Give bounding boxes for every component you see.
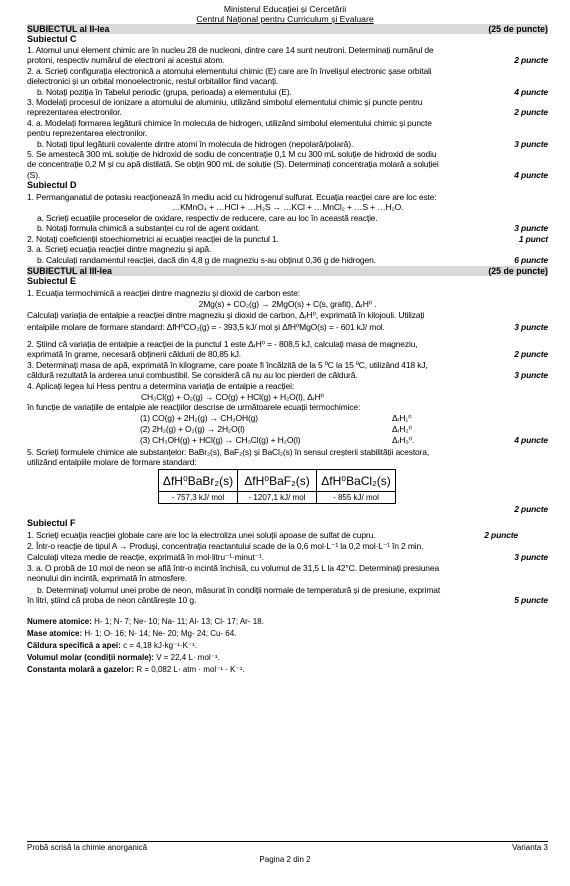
e-line: căldură rezultată la arderea unui combustibil. Se consideră că nu au loc pierderi de căldură. 3 puncte	[27, 370, 548, 380]
points-label: 3 puncte	[514, 370, 548, 380]
c-line: 5. Se amestecă 300 mL soluție de hidroxid de sodiu de concentrație 0,1 M cu 300 mL soluție de hidroxid de sodiu	[27, 149, 437, 159]
section-3-points: (25 de puncte)	[488, 266, 548, 276]
points-label: 2 puncte	[514, 107, 548, 117]
section-2-bar	[27, 24, 548, 34]
enthalpy-table	[158, 469, 396, 504]
constant-line: Volumul molar (condiții normale): V = 22,4 L· mol⁻¹.	[27, 653, 220, 662]
d-equation: …KMnO₄ + …HCl + …H₂S → …KCl + …MnCl₂ + …S + …H₂O.	[171, 202, 404, 212]
points-label: 6 puncte	[514, 255, 548, 265]
e-line: Calculați variația de entalpie a reacției dintre magneziu și dioxid de carbon, ΔᵣH⁰, exprimată în kilojouli. Utilizați	[27, 310, 425, 320]
points-label: 2 puncte	[514, 504, 548, 514]
e-reaction-3: (3) CH₃OH(g) + HCl(g) → CH₃Cl(g) + H₂O(l)	[140, 435, 301, 445]
e-dh-2: ΔᵣH₂⁰	[392, 424, 412, 434]
e-line: utilizând entalpiile molare de formare standard:	[27, 457, 197, 467]
constant-line: Constanta molară a gazelor: R = 0,082 L· atm · mol⁻¹ · K⁻¹.	[27, 665, 245, 674]
table-header-baf2: ΔfH⁰BaF₂(s)	[238, 470, 317, 492]
e-line: 2. Știind că variația de entalpie a reacției de la punctul 1 este ΔᵣH⁰ = - 808,5 kJ, calculați masa de magneziu,	[27, 339, 418, 349]
f-line: Calculați viteza medie de reacție, exprimată în mol·litru⁻¹·minut⁻¹. 3 puncte	[27, 552, 548, 562]
d-line: b. Notați formula chimică a substanței cu rol de agent oxidant. 3 puncte	[37, 223, 548, 233]
subject-e-title: Subiectul E	[27, 276, 77, 286]
e-line: în funcție de variațiile de entalpie ale reacțiilor descrise de următoarele ecuații termochimice:	[27, 402, 361, 412]
e-line: 3. Determinați masa de apă, exprimată în kilograme, care poate fi încălzită de la 5 ºC la 15 ºC, utilizând 418 kJ,	[27, 360, 428, 370]
points-label: 1 punct	[518, 234, 548, 244]
points-label: 3 puncte	[514, 223, 548, 233]
d-line: a. Scrieți ecuațiile proceselor de oxidare, respectiv de reducere, care au loc în această reacție.	[37, 213, 378, 223]
c-line: dielectronici și un orbital monoelectronic, restul orbitalilor fiind vacanți.	[27, 76, 279, 86]
e-line: 5. Scrieți formulele chimice ale substanțelor: BaBr₂(s), BaF₂(s) și BaCl₂(s) în sensul creșterii stabilității acestora,	[27, 447, 430, 457]
points-label: 2 puncte	[514, 55, 548, 65]
table-value-baf2: - 1207,1 kJ/ mol	[238, 492, 317, 504]
c-line: 1. Atomul unui element chimic are în nucleu 28 de nucleoni, dintre care 14 sunt neutroni. Determinați numărul de	[27, 45, 434, 55]
e-line: 1. Ecuația termochimică a reacției dintre magneziu și dioxid de carbon este:	[27, 288, 301, 298]
e-line: 4. Aplicați legea lui Hess pentru a determina variația de entalpie a reacției:	[27, 381, 295, 391]
subject-f-title: Subiectul F	[27, 518, 76, 528]
c-line: b. Notați poziția în Tabelul periodic (grupa, perioada) a elementului (E). 4 puncte	[37, 87, 548, 97]
d-line: 3. a. Scrieți ecuația reacției dintre magneziu și apă.	[27, 244, 212, 254]
c-line: reprezentarea electronilor. 2 puncte	[27, 107, 548, 117]
table-header-bacl2: ΔfH⁰BaCl₂(s)	[317, 470, 396, 492]
section-3-title: SUBIECTUL al III-lea	[27, 266, 112, 276]
points-label: 4 puncte	[514, 87, 548, 97]
c-line: 2. a. Scrieți configurația electronică a atomului elementului chimic (E) care are în învelișul electronic șase orbitali	[27, 66, 432, 76]
points-label: 3 puncte	[514, 139, 548, 149]
table-value-babr2: - 757,3 kJ/ mol	[159, 492, 238, 504]
d-line: 1. Permanganatul de potasiu reacționează în mediu acid cu hidrogenul sulfurat. Ecuația reacției care are loc este:	[27, 192, 437, 202]
c-line: de concentrație 0,2 M și cu apă distilată. Se obțin 900 mL de soluție (S). Determinați concentrația molară a soluției	[27, 159, 439, 169]
d-line: b. Calculați randamentul reacției, dacă din 4,8 g de magneziu s-au obținut 0,36 g de hidrogen. 6 puncte	[37, 255, 548, 265]
page-number: Pagina 2 din 2	[259, 855, 311, 864]
ministry-header: Ministerul Educației și Cercetării	[223, 4, 347, 14]
points-label: 3 puncte	[514, 322, 548, 332]
table-header-babr2: ΔfH⁰BaBr₂(s)	[159, 470, 238, 492]
points-label: 4 puncte	[514, 170, 548, 180]
c-line: (S). 4 puncte	[27, 170, 548, 180]
section-2-points: (25 de puncte)	[488, 24, 548, 34]
d-line: 2. Notați coeficienții stoechiometrici ai ecuației reacției de la punctul 1. 1 punct	[27, 234, 548, 244]
constant-line: Numere atomice: H- 1; N- 7; Ne- 10; Na- 11; Al- 13; Cl- 17; Ar- 18.	[27, 617, 264, 626]
f-line: în litri, știind că proba de neon cântărește 10 g. 5 puncte	[27, 595, 548, 605]
points-label: 2 puncte	[514, 349, 548, 359]
e-line: entalpiile molare de formare standard: ΔfH⁰CO₂(g) = - 393,5 kJ/ mol și ΔfH⁰MgO(s) = - 601 kJ/ mol. 3 puncte	[27, 322, 548, 332]
section-2-title: SUBIECTUL al II-lea	[27, 24, 110, 34]
c-line: b. Notați tipul legăturii covalente dintre atomi în molecula de hidrogen (nepolară/polară). 3 puncte	[37, 139, 548, 149]
table-value-bacl2: - 855 kJ/ mol	[317, 492, 396, 504]
points-label: 5 puncte	[514, 595, 548, 605]
c-line: 3. Modelați procesul de ionizare a atomului de aluminiu, utilizând simbolul elementului chimic și puncte pentru	[27, 97, 423, 107]
points-label: 2 puncte	[484, 530, 518, 540]
e-reaction-1: (1) CO(g) + 2H₂(g) → CH₃OH(g)	[140, 413, 258, 423]
c-line: 4. a. Modelați formarea legăturii chimice în molecula de hidrogen, utilizând simbolul elementului chimic și puncte	[27, 118, 432, 128]
footer-right: Varianta 3	[512, 843, 548, 852]
points-label: 4 puncte	[514, 435, 548, 445]
e-line: exprimată în grame, necesară obținerii căldurii de 80,85 kJ. 2 puncte	[27, 349, 548, 359]
constant-line: Căldura specifică a apei: c = 4,18 kJ·kg⁻¹·K⁻¹.	[27, 641, 198, 650]
constant-line: Mase atomice: H- 1; O- 16; N- 14; Ne- 20; Mg- 24; Cu- 64.	[27, 629, 237, 638]
c-line: pentru reprezentarea electronilor.	[27, 128, 148, 138]
f-line: 3. a. O probă de 10 mol de neon se află într-o incintă închisă, cu volumul de 31,5 L la 42°C. Determinați presiunea	[27, 563, 440, 573]
subject-c-title: Subiectul C	[27, 34, 77, 44]
e-equation: 2Mg(s) + CO₂(g) → 2MgO(s) + C(s, grafit), ΔᵣH⁰ .	[198, 299, 377, 309]
c-line: protoni, respectiv numărul de electroni ai acestui atom. 2 puncte	[27, 55, 548, 65]
f-line: 1. Scrieți ecuația reacției globale care are loc la electroliza unei soluții apoase de sulfat de cupru. 2 puncte	[27, 530, 518, 540]
e-reaction-2: (2) 2H₂(g) + O₂(g) → 2H₂O(l)	[140, 424, 245, 434]
e-dh-1: ΔᵣH₁⁰	[392, 413, 412, 423]
f-line: neonului din incintă, exprimată în atmosfere.	[27, 573, 188, 583]
e-dh-3: ΔᵣH₃⁰. 4 puncte	[392, 435, 548, 445]
f-line: b. Determinați volumul unei probe de neon, măsurat în condiții normale de temperatură și de presiune, exprimat	[37, 585, 441, 595]
center-header: Centrul Național pentru Curriculum și Evaluare	[196, 14, 374, 24]
points-label: 3 puncte	[514, 552, 548, 562]
section-3-bar	[27, 266, 548, 276]
footer-left: Probă scrisă la chimie anorganică	[27, 843, 148, 852]
f-line: 2. Într-o reacție de tipul A → Produși, concentrația reactantului scade de la 0,6 mol·L⁻¹ la 0,2 mol·L⁻¹ în 2 min.	[27, 541, 424, 551]
footer-divider	[27, 841, 548, 842]
e-equation: CH₃Cl(g) + O₂(g) → CO(g) + HCl(g) + H₂O(l), ΔᵣH⁰	[141, 392, 324, 402]
subject-d-title: Subiectul D	[27, 180, 77, 190]
